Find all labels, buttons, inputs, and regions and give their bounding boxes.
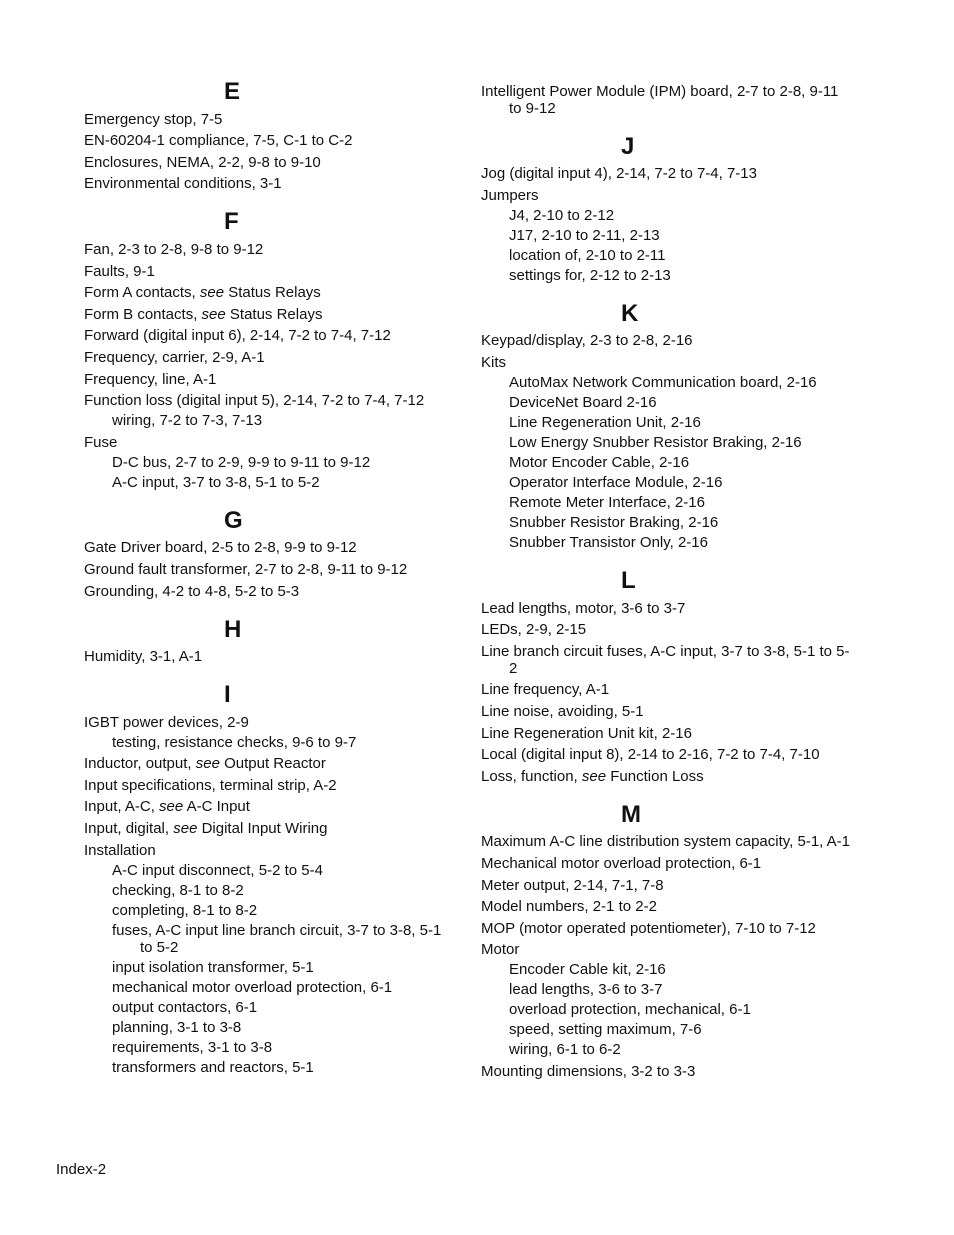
- index-subentry: AutoMax Network Communication board, 2-16: [509, 373, 817, 391]
- index-subentry: mechanical motor overload protection, 6-1: [112, 978, 393, 996]
- see-reference: see: [159, 798, 184, 816]
- index-column-left: [84, 78, 454, 1076]
- see-reference: see: [195, 755, 220, 773]
- index-subentry: transformers and reactors, 5-1: [112, 1058, 314, 1076]
- index-subentry: A-C input disconnect, 5-2 to 5-4: [112, 861, 323, 879]
- index-subentry: J17, 2-10 to 2-11, 2-13: [509, 226, 660, 244]
- index-subentry: Encoder Cable kit, 2-16: [509, 961, 666, 979]
- entry-text: Loss, function,: [481, 767, 582, 785]
- index-subentry: testing, resistance checks, 9-6 to 9-7: [112, 733, 357, 751]
- index-entry: Keypad/display, 2-3 to 2-8, 2-16: [481, 332, 693, 350]
- index-entry: MOP (motor operated potentiometer), 7-10 to 7-12: [481, 919, 816, 937]
- index-subentry: output contactors, 6-1: [112, 998, 258, 1016]
- index-subentry: wiring, 7-2 to 7-3, 7-13: [112, 412, 263, 430]
- index-subentry: requirements, 3-1 to 3-8: [112, 1038, 273, 1056]
- index-entry: Maximum A-C line distribution system capacity, 5-1, A-1: [481, 833, 851, 851]
- entry-target: Function Loss: [606, 767, 704, 785]
- index-entry: Meter output, 2-14, 7-1, 7-8: [481, 876, 664, 894]
- index-subentry: input isolation transformer, 5-1: [112, 958, 314, 976]
- index-entry: Installation: [84, 841, 156, 859]
- index-entry: Ground fault transformer, 2-7 to 2-8, 9-11 to 9-12: [84, 560, 408, 578]
- entry-target: Digital Input Wiring: [197, 820, 328, 838]
- index-entry: Environmental conditions, 3-1: [84, 175, 282, 193]
- index-subentry: Snubber Resistor Braking, 2-16: [509, 513, 719, 531]
- index-entry: Motor: [481, 941, 520, 959]
- index-entry: Line branch circuit fuses, A-C input, 3-7 to 3-8, 5-1 to 5-2: [481, 642, 850, 677]
- entry-target: Status Relays: [225, 305, 323, 323]
- index-subentry: Line Regeneration Unit, 2-16: [509, 413, 701, 431]
- index-subentry: settings for, 2-12 to 2-13: [509, 266, 671, 284]
- see-reference: see: [581, 767, 607, 785]
- index-entry: [84, 306, 454, 323]
- entry-target: A-C Input: [183, 798, 250, 816]
- index-entry: Humidity, 3-1, A-1: [84, 648, 203, 666]
- entry-text: Form A contacts,: [84, 284, 200, 302]
- index-column-right: [481, 78, 851, 1080]
- index-entry: Kits: [481, 353, 507, 371]
- see-reference: see: [201, 305, 226, 323]
- index-entry: Jog (digital input 4), 2-14, 7-2 to 7-4, 7-13: [481, 165, 757, 183]
- index-entry: Emergency stop, 7-5: [84, 110, 223, 128]
- index-entry: Fan, 2-3 to 2-8, 9-8 to 9-12: [84, 240, 264, 258]
- index-subentry: Snubber Transistor Only, 2-16: [509, 533, 708, 551]
- index-entry: Forward (digital input 6), 2-14, 7-2 to 7-4, 7-12: [84, 327, 391, 345]
- index-subentry: A-C input, 3-7 to 3-8, 5-1 to 5-2: [112, 473, 320, 491]
- index-entry: Frequency, line, A-1: [84, 370, 217, 388]
- index-entry: LEDs, 2-9, 2-15: [481, 621, 587, 639]
- index-entry: IGBT power devices, 2-9: [84, 713, 249, 731]
- entry-text: Form B contacts,: [84, 305, 202, 323]
- page-footer: Index-2: [56, 1161, 107, 1178]
- index-subentry: wiring, 6-1 to 6-2: [509, 1041, 621, 1059]
- entry-target: Status Relays: [224, 284, 321, 302]
- index-entry: Mounting dimensions, 3-2 to 3-3: [481, 1062, 696, 1080]
- see-reference: see: [173, 820, 198, 838]
- entry-text: Input, A-C,: [84, 798, 160, 816]
- index-subentry: planning, 3-1 to 3-8: [112, 1018, 242, 1036]
- index-entry: [84, 820, 454, 837]
- index-section-letter: J: [621, 132, 635, 160]
- index-section-letter: G: [224, 506, 243, 534]
- entry-target: Output Reactor: [219, 755, 326, 773]
- index-entry: EN-60204-1 compliance, 7-5, C-1 to C-2: [84, 132, 353, 150]
- index-section-letter: I: [224, 681, 231, 709]
- index-entry: [84, 284, 454, 301]
- index-subentry: fuses, A-C input line branch circuit, 3-7 to 3-8, 5-1 to 5-2: [112, 921, 442, 956]
- index-section-letter: M: [621, 800, 641, 828]
- entry-text: Inductor, output,: [84, 755, 196, 773]
- index-section-letter: E: [224, 78, 241, 105]
- index-entry: Input specifications, terminal strip, A-2: [84, 776, 337, 794]
- index-entry: [84, 755, 454, 772]
- index-subentry: completing, 8-1 to 8-2: [112, 901, 258, 919]
- index-section-letter: L: [621, 566, 636, 594]
- index-subentry: Low Energy Snubber Resistor Braking, 2-16: [509, 433, 802, 451]
- index-entry: Lead lengths, motor, 3-6 to 3-7: [481, 599, 686, 617]
- index-subentry: overload protection, mechanical, 6-1: [509, 1001, 751, 1019]
- index-entry: [84, 798, 454, 815]
- index-entry: Line noise, avoiding, 5-1: [481, 702, 644, 720]
- index-subentry: DeviceNet Board 2-16: [509, 393, 657, 411]
- index-entry: Grounding, 4-2 to 4-8, 5-2 to 5-3: [84, 582, 300, 600]
- index-entry: Faults, 9-1: [84, 262, 155, 280]
- index-entry: Intelligent Power Module (IPM) board, 2-7 to 2-8, 9-11 to 9-12: [481, 82, 839, 117]
- index-subentry: Remote Meter Interface, 2-16: [509, 493, 705, 511]
- index-entry: Jumpers: [481, 186, 539, 204]
- index-entry: Function loss (digital input 5), 2-14, 7-2 to 7-4, 7-12: [84, 392, 425, 410]
- see-reference: see: [199, 284, 225, 302]
- index-entry: Line Regeneration Unit kit, 2-16: [481, 724, 692, 742]
- index-subentry: speed, setting maximum, 7-6: [509, 1021, 702, 1039]
- index-subentry: J4, 2-10 to 2-12: [509, 206, 615, 224]
- index-subentry: Operator Interface Module, 2-16: [509, 473, 723, 491]
- index-section-letter: K: [621, 299, 639, 327]
- index-entry: [481, 768, 851, 785]
- index-subentry: lead lengths, 3-6 to 3-7: [509, 981, 663, 999]
- index-entry: Enclosures, NEMA, 2-2, 9-8 to 9-10: [84, 153, 321, 171]
- index-subentry: D-C bus, 2-7 to 2-9, 9-9 to 9-11 to 9-12: [112, 453, 371, 471]
- index-subentry: Motor Encoder Cable, 2-16: [509, 453, 690, 471]
- index-entry: Mechanical motor overload protection, 6-1: [481, 854, 762, 872]
- index-subentry: location of, 2-10 to 2-11: [509, 246, 666, 264]
- index-entry: Gate Driver board, 2-5 to 2-8, 9-9 to 9-12: [84, 539, 357, 557]
- index-entry: Line frequency, A-1: [481, 681, 610, 699]
- index-entry: Local (digital input 8), 2-14 to 2-16, 7-2 to 7-4, 7-10: [481, 746, 820, 764]
- index-entry: Fuse: [84, 433, 118, 451]
- index-entry: Model numbers, 2-1 to 2-2: [481, 898, 657, 916]
- index-subentry: checking, 8-1 to 8-2: [112, 881, 244, 899]
- index-entry: Frequency, carrier, 2-9, A-1: [84, 348, 265, 366]
- index-section-letter: F: [224, 208, 239, 236]
- index-section-letter: H: [224, 615, 242, 643]
- entry-text: Input, digital,: [84, 820, 174, 838]
